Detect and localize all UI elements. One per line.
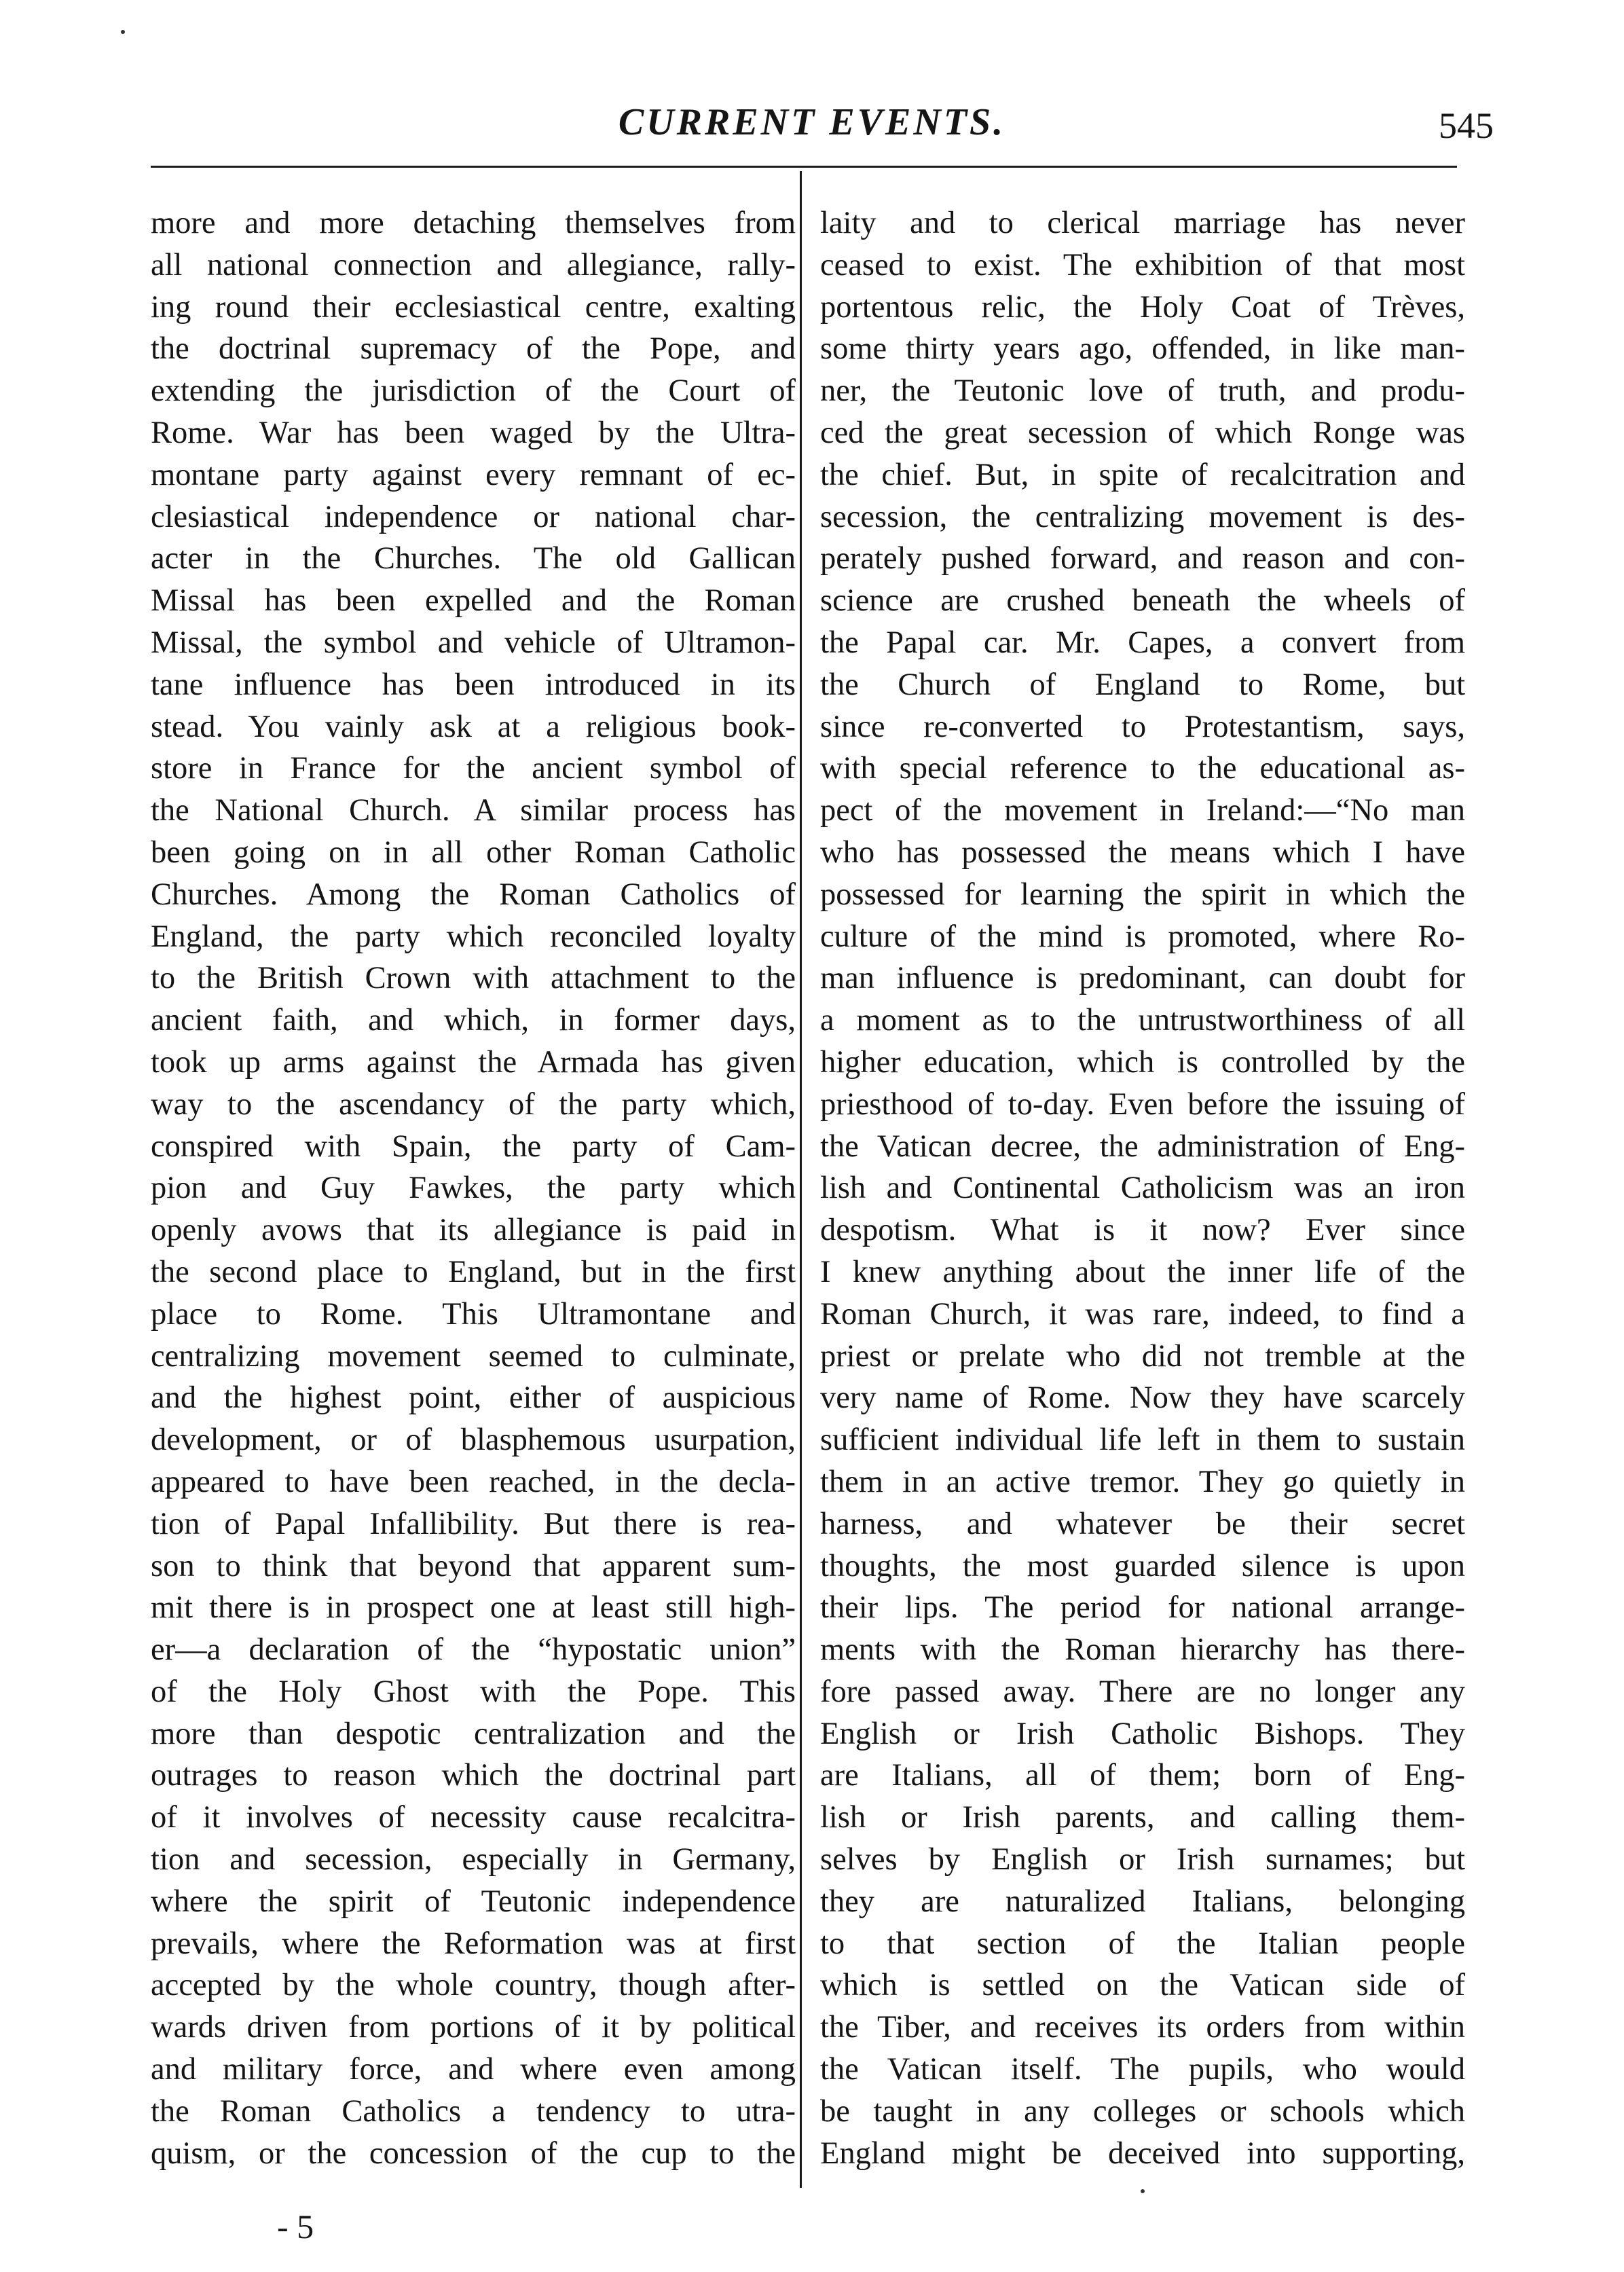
text-line: pion and Guy Fawkes, the party which [151,1171,796,1206]
text-line: where the spirit of Teutonic independence [151,1884,796,1919]
text-line: laity and to clerical marriage has never [820,206,1465,240]
text-line: all national connection and allegiance, rally- [151,247,796,282]
text-line: tion of Papal Infallibility. But there is rea- [151,1506,796,1541]
text-line: accepted by the whole country, though after- [151,1968,796,2003]
signature-mark: - 5 [277,2207,314,2246]
text-line: the doctrinal supremacy of the Pope, and [151,331,796,367]
text-line: very name of Rome. Now they have scarcely [820,1380,1465,1416]
text-line: store in France for the ancient symbol of [151,751,796,786]
text-line: and the highest point, either of auspicious [151,1380,796,1416]
text-line: priesthood of to-day. Even before the issuing of [820,1086,1465,1122]
text-line: extending the jurisdiction of the Court of [151,373,796,409]
ink-speck [1141,2189,1145,2193]
text-line: fore passed away. There are no longer any [820,1674,1465,1709]
text-line: portentous relic, the Holy Coat of Trèves, [820,289,1465,325]
text-line: ancient faith, and which, in former days, [151,1003,796,1038]
text-line: been going on in all other Roman Catholic [151,835,796,870]
text-line: Missal has been expelled and the Roman [151,583,796,619]
text-line: Rome. War has been waged by the Ultra- [151,415,796,450]
text-line: development, or of blasphemous usurpation, [151,1423,796,1458]
text-line: the Tiber, and receives its orders from within [820,2010,1465,2045]
text-line: montane party against every remnant of ec- [151,457,796,492]
text-line: ments with the Roman hierarchy has there- [820,1632,1465,1668]
text-line: more and more detaching themselves from [151,206,796,240]
text-line: possessed for learning the spirit in which the [820,877,1465,912]
text-line: culture of the mind is promoted, where Ro- [820,919,1465,954]
text-line: ceased to exist. The exhibition of that most [820,247,1465,282]
text-line: of the Holy Ghost with the Pope. This [151,1674,796,1709]
right-column [820,202,1465,2174]
text-line: lish and Continental Catholicism was an iron [820,1171,1465,1206]
text-line: sufficient individual life left in them to sustain [820,1423,1465,1458]
text-line: pect of the movement in Ireland:—“No man [820,793,1465,828]
text-line: priest or prelate who did not tremble at the [820,1338,1465,1374]
text-line: outrages to reason which the doctrinal part [151,1758,796,1793]
text-line: secession, the centralizing movement is des- [820,499,1465,534]
text-line: which is settled on the Vatican side of [820,1968,1465,2003]
text-line: the chief. But, in spite of recalcitration and [820,457,1465,492]
text-line: ced the great secession of which Ronge was [820,415,1465,450]
text-line: be taught in any colleges or schools which [820,2093,1465,2129]
text-line: thoughts, the most guarded silence is upon [820,1548,1465,1583]
text-line: they are naturalized Italians, belonging [820,1884,1465,1919]
text-line: openly avows that its allegiance is paid in [151,1213,796,1248]
text-line: Missal, the symbol and vehicle of Ultramon- [151,625,796,660]
text-line: took up arms against the Armada has given [151,1044,796,1080]
text-line: appeared to have been reached, in the decla- [151,1464,796,1499]
running-header-title: CURRENT EVENTS. [618,101,1006,143]
text-line: England might be deceived into supporting, [820,2136,1465,2171]
text-line: the Church of England to Rome, but [820,667,1465,702]
text-line: acter in the Churches. The old Gallican [151,541,796,576]
text-line: despotism. What is it now? Ever since [820,1213,1465,1248]
text-line: Roman Church, it was rare, indeed, to find a [820,1296,1465,1332]
text-line: quism, or the concession of the cup to the [151,2136,796,2171]
text-line: prevails, where the Reformation was at first [151,1926,796,1961]
text-line: who has possessed the means which I have [820,835,1465,870]
text-line: with special reference to the educational as- [820,751,1465,786]
ink-speck [121,30,125,34]
column-divider [800,171,802,2188]
text-line: selves by English or Irish surnames; but [820,1842,1465,1877]
left-column [151,202,796,2174]
text-line: tane influence has been introduced in its [151,667,796,702]
text-line: son to think that beyond that apparent sum- [151,1548,796,1583]
text-line: to the British Crown with attachment to the [151,961,796,996]
text-line: place to Rome. This Ultramontane and [151,1296,796,1332]
text-line: Churches. Among the Roman Catholics of [151,877,796,912]
text-line: more than despotic centralization and the [151,1716,796,1751]
text-line: lish or Irish parents, and calling them- [820,1800,1465,1835]
page-number: 545 [1439,105,1494,146]
text-line: England, the party which reconciled loyalty [151,919,796,954]
text-line: harness, and whatever be their secret [820,1506,1465,1541]
text-line: man influence is predominant, can doubt for [820,961,1465,996]
text-line: their lips. The period for national arrange- [820,1590,1465,1626]
text-line: wards driven from portions of it by political [151,2010,796,2045]
text-line: perately pushed forward, and reason and con- [820,541,1465,576]
text-line: English or Irish Catholic Bishops. They [820,1716,1465,1751]
text-line: some thirty years ago, offended, in like man- [820,331,1465,367]
text-line: tion and secession, especially in Germany, [151,1842,796,1877]
text-line: the Roman Catholics a tendency to utra- [151,2093,796,2129]
text-line: conspired with Spain, the party of Cam- [151,1129,796,1164]
text-line: centralizing movement seemed to culminate, [151,1338,796,1374]
text-line: higher education, which is controlled by the [820,1044,1465,1080]
header-rule [151,166,1457,168]
text-line: ner, the Teutonic love of truth, and produ- [820,373,1465,409]
text-line: the Papal car. Mr. Capes, a convert from [820,625,1465,660]
text-line: them in an active tremor. They go quietly in [820,1464,1465,1499]
text-line: science are crushed beneath the wheels of [820,583,1465,619]
text-line: I knew anything about the inner life of the [820,1254,1465,1289]
text-line: er—a declaration of the “hypostatic union” [151,1632,796,1668]
text-line: stead. You vainly ask at a religious book- [151,709,796,744]
text-line: the second place to England, but in the first [151,1254,796,1289]
text-line: the Vatican decree, the administration of Eng- [820,1129,1465,1164]
text-line: the National Church. A similar process has [151,793,796,828]
text-line: way to the ascendancy of the party which, [151,1086,796,1122]
text-line: a moment as to the untrustworthiness of all [820,1003,1465,1038]
text-line: are Italians, all of them; born of Eng- [820,1758,1465,1793]
text-line: the Vatican itself. The pupils, who would [820,2052,1465,2087]
text-line: mit there is in prospect one at least still high- [151,1590,796,1626]
text-line: to that section of the Italian people [820,1926,1465,1961]
text-line: clesiastical independence or national char- [151,499,796,534]
text-line: of it involves of necessity cause recalcitra- [151,1800,796,1835]
text-line: since re-converted to Protestantism, says, [820,709,1465,744]
text-line: and military force, and where even among [151,2052,796,2087]
text-line: ing round their ecclesiastical centre, exalting [151,289,796,325]
